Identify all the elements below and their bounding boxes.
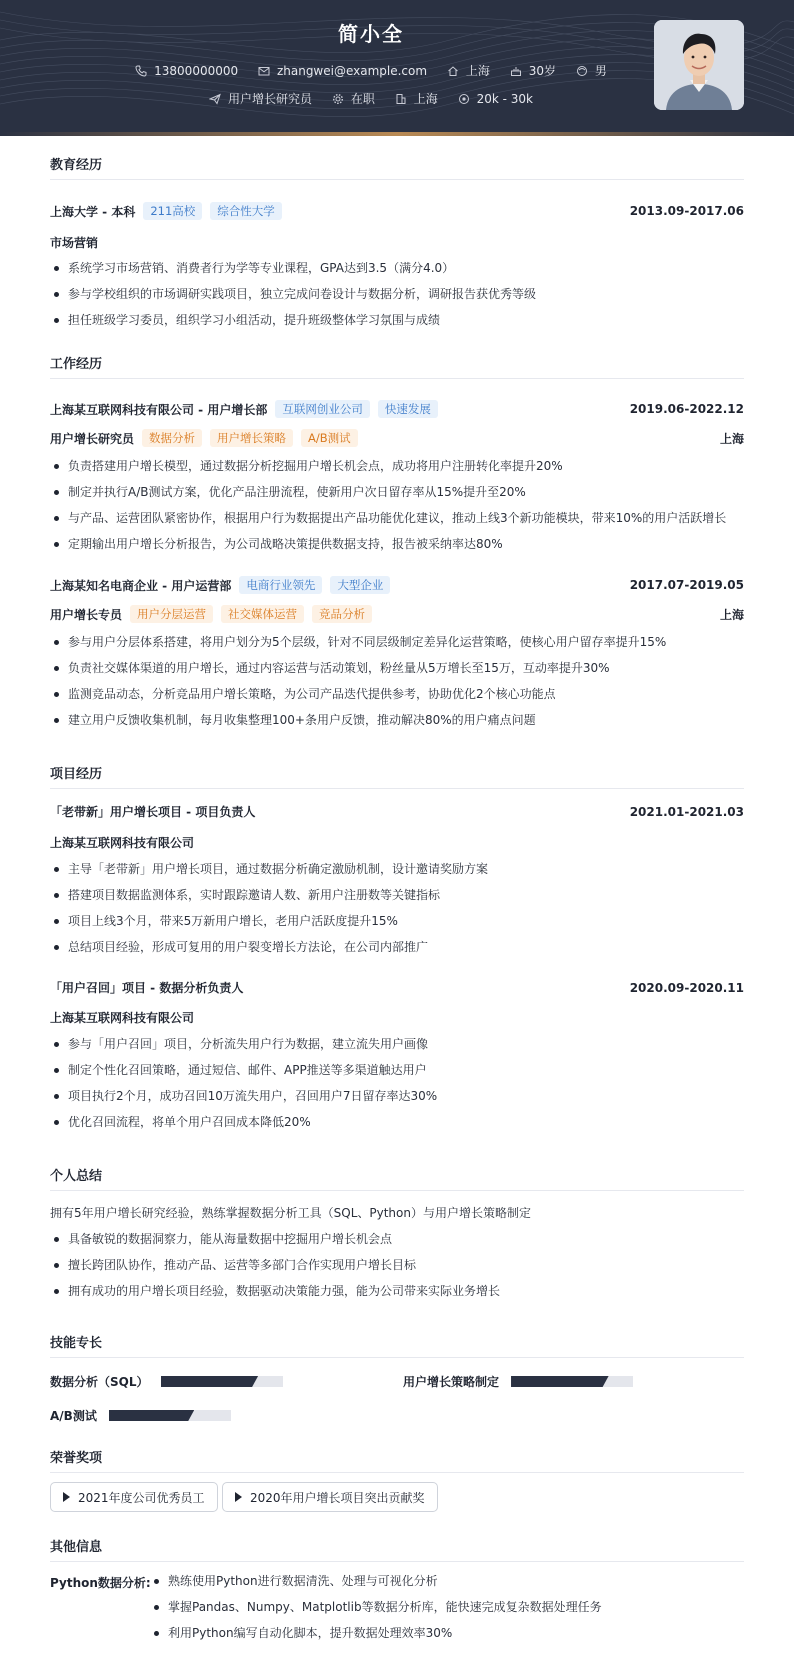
awards-section-title: 荣誉奖项 [50, 1447, 744, 1473]
mail-icon [258, 65, 270, 77]
role-tag: A/B测试 [301, 429, 358, 447]
award-item [222, 1482, 438, 1512]
list-item: 负责社交媒体渠道的用户增长，通过内容运营与活动策划，粉丝量从5万增长至15万，互动率提升30% [50, 658, 750, 684]
summary-section-title: 个人总结 [50, 1165, 744, 1191]
award-name: 2020年用户增长项目突出贡献奖 [250, 1490, 425, 1505]
list-item: 制定个性化召回策略，通过短信、邮件、APP推送等多渠道触达用户 [50, 1060, 750, 1086]
salary-info [458, 92, 533, 106]
award-item [50, 1482, 218, 1512]
role-tag: 用户分层运营 [130, 605, 213, 623]
coin-icon [458, 93, 470, 105]
education-header [50, 202, 744, 220]
phone-icon [135, 65, 147, 77]
profile-photo [654, 20, 744, 110]
job-date: 2017.07-2019.05 [629, 578, 744, 592]
role-tag: 社交媒体运营 [221, 605, 304, 623]
role-tag: 竞品分析 [312, 605, 372, 623]
city-info [447, 62, 490, 79]
company-tag: 大型企业 [330, 576, 390, 594]
job-role-row [50, 605, 744, 623]
salary-text: 20k - 30k [476, 91, 533, 106]
target-city-text: 上海 [413, 92, 438, 106]
skills-section-title: 技能专长 [50, 1332, 744, 1358]
project-bullets [50, 859, 750, 963]
work-section-title: 工作经历 [50, 353, 744, 379]
job-location: 上海 [719, 607, 744, 622]
home-icon [447, 65, 459, 77]
skill-name: 用户增长策略制定 [403, 1375, 500, 1389]
project-name: 「用户召回」项目 - 数据分析负责人 [50, 981, 244, 995]
list-item: 掌握Pandas、Numpy、Matplotlib等数据分析库，能快速完成复杂数据处理任务 [150, 1597, 602, 1623]
school-tag: 211高校 [143, 202, 202, 220]
summary-intro: 拥有5年用户增长研究经验，熟练掌握数据分析工具（SQL、Python）与用户增长策略制定 [50, 1206, 531, 1220]
skill-item [403, 1373, 633, 1390]
list-item: 利用Python编写自动化脚本，提升数据处理效率30% [150, 1623, 602, 1649]
phone-info [135, 64, 238, 78]
list-item: 建立用户反馈收集机制，每月收集整理100+条用户反馈，推动解决80%的用户痛点问题 [50, 710, 750, 736]
role-tag: 用户增长策略 [210, 429, 293, 447]
status-text: 在职 [350, 92, 375, 106]
list-item: 项目上线3个月，带来5万新用户增长，老用户活跃度提升15% [50, 911, 750, 937]
company-name: 上海某互联网科技有限公司 - 用户增长部 [50, 402, 268, 417]
list-item: 参与用户分层体系搭建，将用户划分为5个层级，针对不同层级制定差异化运营策略，使核心用户留存率提升15% [50, 632, 750, 658]
list-item: 担任班级学习委员，组织学习小组活动，提升班级整体学习氛围与成绩 [50, 310, 750, 336]
contact-info-row [0, 62, 742, 80]
project-date: 2020.09-2020.11 [629, 980, 744, 995]
phone-text: 13800000000 [154, 63, 239, 78]
skill-level-fill [511, 1376, 609, 1387]
company-tag: 快速发展 [378, 400, 438, 418]
summary-bullets [50, 1229, 750, 1307]
project-name: 「老带新」用户增长项目 - 项目负责人 [50, 805, 256, 819]
list-item: 总结项目经验，形成可复用的用户裂变增长方法论，在公司内部推广 [50, 937, 750, 963]
project-header [50, 979, 744, 996]
job-target-text: 用户增长研究员 [228, 92, 313, 106]
city-text: 上海 [465, 64, 490, 78]
skill-item [50, 1407, 231, 1424]
projects-section-title: 项目经历 [50, 763, 744, 789]
skill-item [50, 1373, 283, 1390]
project-header [50, 803, 744, 820]
list-item: 优化召回流程，将单个用户召回成本降低20% [50, 1112, 750, 1138]
play-triangle-icon [63, 1492, 70, 1502]
list-item: 参与学校组织的市场调研实践项目，独立完成问卷设计与数据分析，调研报告获优秀等级 [50, 284, 750, 310]
list-item: 制定并执行A/B测试方案，优化产品注册流程，使新用户次日留存率从15%提升至20% [50, 482, 750, 508]
cake-icon [510, 65, 522, 77]
age-text: 30岁 [528, 64, 557, 78]
job-bullets [50, 632, 750, 736]
project-bullets [50, 1034, 750, 1138]
list-item: 负责搭建用户增长模型，通过数据分析挖掘用户增长机会点，成功将用户注册转化率提升20% [50, 456, 750, 482]
list-item: 与产品、运营团队紧密协作，根据用户行为数据提出产品功能优化建议，推动上线3个新功能模块，带来10%的用户活跃增长 [50, 508, 750, 534]
company-tag: 电商行业领先 [239, 576, 322, 594]
header-accent-line [0, 132, 794, 136]
email-info [258, 64, 427, 78]
skill-level-fill [161, 1376, 259, 1387]
job-bullets [50, 456, 750, 560]
list-item: 拥有成功的用户增长项目经验，数据驱动决策能力强，能为公司带来实际业务增长 [50, 1281, 750, 1307]
job-role: 用户增长专员 [50, 607, 123, 622]
skill-level-bar [511, 1376, 633, 1387]
list-item: 具备敏锐的数据洞察力，能从海量数据中挖掘用户增长机会点 [50, 1229, 750, 1255]
age-info [510, 62, 556, 79]
skill-name: A/B测试 [50, 1409, 97, 1423]
other-section-title: 其他信息 [50, 1536, 744, 1562]
gear-icon [332, 93, 344, 105]
other-bullets [150, 1571, 602, 1649]
status-info [332, 90, 375, 107]
send-icon [209, 93, 221, 105]
school-tag: 综合性大学 [210, 202, 282, 220]
skill-level-bar [109, 1410, 231, 1421]
list-item: 搭建项目数据监测体系，实时跟踪邀请人数、新用户注册数等关键指标 [50, 885, 750, 911]
candidate-name: 简小全 [338, 22, 404, 46]
target-city-info [395, 90, 438, 107]
job-intention-row [0, 90, 742, 108]
list-item: 定期输出用户增长分析报告，为公司战略决策提供数据支持，报告被采纳率达80% [50, 534, 750, 560]
list-item: 项目执行2个月，成功召回10万流失用户，召回用户7日留存率达30% [50, 1086, 750, 1112]
job-header [50, 576, 744, 594]
company-name: 上海某知名电商企业 - 用户运营部 [50, 578, 232, 593]
gender-info [576, 62, 607, 79]
resume-header [0, 0, 794, 136]
education-bullets [50, 258, 750, 336]
list-item: 主导「老带新」用户增长项目，通过数据分析确定激励机制，设计邀请奖励方案 [50, 859, 750, 885]
award-name: 2021年度公司优秀员工 [78, 1490, 205, 1505]
project-date: 2021.01-2021.03 [629, 804, 744, 819]
building-icon [395, 93, 407, 105]
job-location: 上海 [719, 431, 744, 446]
job-role: 用户增长研究员 [50, 431, 135, 446]
education-date: 2013.09-2017.06 [629, 204, 744, 218]
job-role-row [50, 429, 744, 447]
list-item: 擅长跨团队协作，推动产品、运营等多部门合作实现用户增长目标 [50, 1255, 750, 1281]
company-tag: 互联网创业公司 [275, 400, 370, 418]
project-company: 上海某互联网科技有限公司 [50, 1011, 195, 1025]
list-item: 熟练使用Python进行数据清洗、处理与可视化分析 [150, 1571, 602, 1597]
gender-icon [576, 65, 588, 77]
list-item: 监测竞品动态，分析竞品用户增长策略，为公司产品迭代提供参考，协助优化2个核心功能点 [50, 684, 750, 710]
email-text: zhangwei@example.com [276, 63, 428, 78]
job-date: 2019.06-2022.12 [629, 402, 744, 416]
play-triangle-icon [235, 1492, 242, 1502]
skill-level-bar [161, 1376, 283, 1387]
role-tag: 数据分析 [142, 429, 202, 447]
project-company: 上海某互联网科技有限公司 [50, 836, 195, 850]
list-item: 参与「用户召回」项目，分析流失用户行为数据，建立流失用户画像 [50, 1034, 750, 1060]
gender-text: 男 [594, 64, 607, 78]
job-header [50, 400, 744, 418]
school-name: 上海大学 - 本科 [50, 204, 136, 219]
education-section-title: 教育经历 [50, 154, 744, 180]
list-item: 系统学习市场营销、消费者行为学等专业课程，GPA达到3.5（满分4.0） [50, 258, 750, 284]
job-target-info [209, 90, 312, 107]
other-label: Python数据分析: [50, 1576, 151, 1590]
major-name: 市场营销 [50, 236, 99, 250]
skill-name: 数据分析（SQL） [50, 1375, 149, 1389]
skill-level-fill [109, 1410, 194, 1421]
